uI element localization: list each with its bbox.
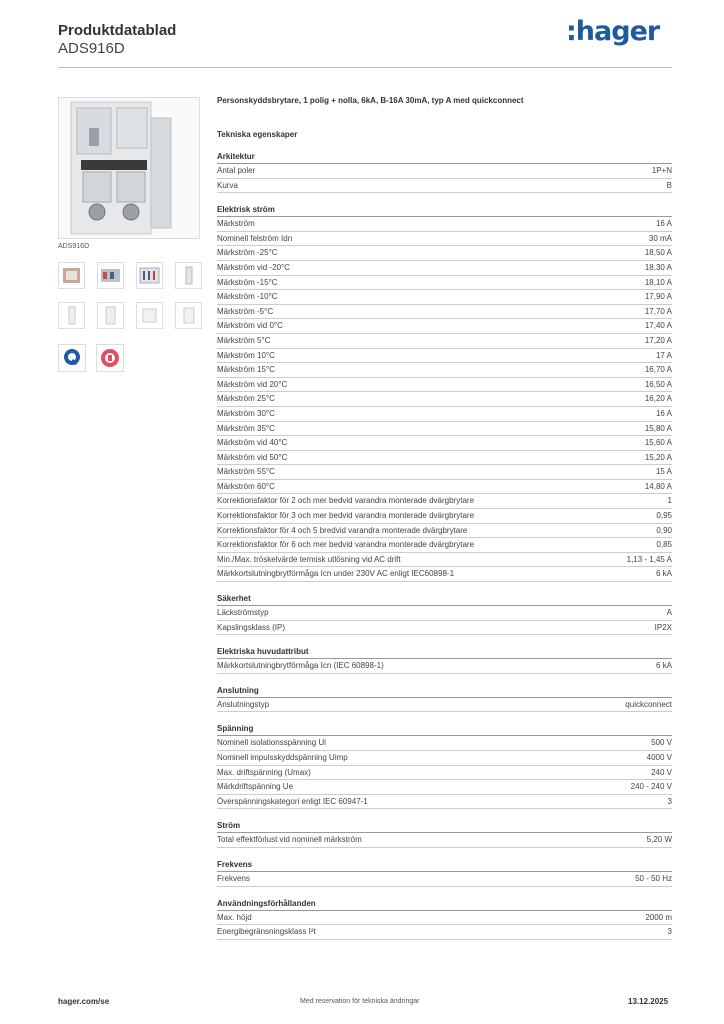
section-gap	[217, 809, 672, 821]
spec-value: 50 - 50 Hz	[635, 873, 672, 883]
spec-label: Märkström 30°C	[217, 408, 275, 418]
spec-label: Märkkortslutningbrytförmåga Icn under 230V AC enligt IEC60898-1	[217, 569, 455, 579]
b-class-badge-icon	[96, 344, 124, 372]
spec-value: 17,90 A	[644, 292, 672, 302]
spec-label: Korrektionsfaktor för 6 och mer bedvid varandra monterade dvärgbrytare	[217, 540, 475, 550]
spec-label: Märkström 15°C	[217, 365, 275, 375]
section-gap	[217, 940, 672, 952]
spec-row	[217, 334, 672, 349]
spec-row	[217, 290, 672, 305]
spec-section	[217, 152, 672, 205]
spec-value: 5,20 W	[646, 835, 672, 845]
spec-row	[217, 553, 672, 568]
spec-label: Läckströmstyp	[217, 608, 269, 618]
tech-heading: Tekniska egenskaper	[217, 130, 298, 139]
section-title: Elektrisk ström	[217, 205, 672, 217]
spec-value: 17,70 A	[644, 306, 672, 316]
spec-value: 16,20 A	[644, 394, 672, 404]
spec-value: 14,80 A	[644, 481, 672, 491]
image-caption: ADS916D	[58, 243, 90, 250]
spec-row	[217, 179, 672, 194]
spec-label: Korrektionsfaktor för 4 och 5 bredvid varandra monterade dvärgbrytare	[217, 525, 468, 535]
spec-row	[217, 363, 672, 378]
spec-value: 15 A	[655, 467, 672, 477]
spec-value: 0,90	[656, 525, 672, 535]
spec-value: 17,40 A	[644, 321, 672, 331]
section-title: Anslutning	[217, 686, 672, 698]
spec-value: 16,50 A	[644, 379, 672, 389]
spec-row	[217, 232, 672, 247]
spec-label: Nominell felström Idn	[217, 233, 293, 243]
spec-section	[217, 647, 672, 686]
section-gap	[217, 582, 672, 594]
spec-label: Överspänningskategori enligt IEC 60947-1	[217, 796, 368, 806]
spec-row	[217, 606, 672, 621]
spec-value: 3	[667, 796, 672, 806]
spec-row	[217, 524, 672, 539]
thumbnail-1[interactable]	[58, 262, 85, 289]
thumbnail-8[interactable]	[175, 302, 202, 329]
spec-label: Antal poler	[217, 166, 256, 175]
spec-row	[217, 407, 672, 422]
section-gap	[217, 887, 672, 899]
quality-badge-icon	[58, 344, 86, 372]
spec-value: B	[666, 180, 672, 190]
spec-value: 6 kA	[655, 661, 672, 671]
section-title: Spänning	[217, 724, 672, 736]
spec-row	[217, 305, 672, 320]
spec-value: 4000 V	[646, 753, 672, 762]
spec-value: 16 A	[655, 219, 672, 229]
spec-row	[217, 780, 672, 795]
spec-row	[217, 698, 672, 713]
spec-content	[217, 96, 672, 952]
spec-label: Märkström vid 40°C	[217, 438, 288, 448]
spec-label: Märkström vid 20°C	[217, 379, 288, 389]
spec-value: 17,20 A	[644, 335, 672, 345]
thumbnail-2[interactable]	[97, 262, 124, 289]
spec-section	[217, 821, 672, 860]
section-gap	[217, 712, 672, 724]
spec-label: Märkström 35°C	[217, 423, 275, 433]
spec-row	[217, 436, 672, 451]
section-gap	[217, 848, 672, 860]
spec-value: 18,10 A	[644, 277, 672, 287]
spec-label: Kapslingsklass (IP)	[217, 622, 286, 632]
spec-row	[217, 766, 672, 781]
spec-row	[217, 494, 672, 509]
spec-label: Märkström -25°C	[217, 248, 278, 258]
footer-date: 13.12.2025	[628, 997, 669, 1006]
spec-value: 18,50 A	[644, 248, 672, 258]
thumbnail-7[interactable]	[136, 302, 163, 329]
spec-value: 1	[667, 496, 672, 506]
header-divider	[58, 67, 672, 68]
spec-row	[217, 509, 672, 524]
spec-row	[217, 164, 672, 179]
spec-row	[217, 217, 672, 232]
section-gap	[217, 193, 672, 205]
spec-value: 1P+N	[651, 166, 672, 175]
spec-label: Korrektionsfaktor för 3 och mer bedvid varandra monterade dvärgbrytare	[217, 511, 475, 521]
spec-value: 6 kA	[655, 569, 672, 579]
spec-value: 16 A	[655, 408, 672, 418]
product-code: ADS916D	[58, 40, 125, 57]
spec-row	[217, 422, 672, 437]
spec-row	[217, 751, 672, 766]
spec-label: Nominell impulsskyddspänning Uimp	[217, 753, 348, 762]
spec-row	[217, 872, 672, 887]
spec-label: Märkström 60°C	[217, 481, 275, 491]
spec-row	[217, 319, 672, 334]
spec-row	[217, 480, 672, 495]
spec-value: 2000 m	[645, 912, 672, 922]
page-title: Produktdatablad	[58, 22, 177, 39]
spec-value: 1,13 - 1,45 A	[626, 554, 672, 564]
footer-website-link[interactable]: hager.com/se	[58, 997, 110, 1006]
spec-row	[217, 246, 672, 261]
spec-label: Märkström -15°C	[217, 277, 278, 287]
spec-section	[217, 594, 672, 647]
spec-value: 500 V	[651, 738, 672, 748]
spec-row	[217, 465, 672, 480]
spec-section	[217, 205, 672, 594]
spec-value: IP2X	[654, 622, 672, 632]
spec-label: Kurva	[217, 180, 238, 190]
spec-value: 18,30 A	[644, 262, 672, 272]
spec-row	[217, 567, 672, 582]
spec-row	[217, 276, 672, 291]
spec-label: Korrektionsfaktor för 2 och mer bedvid varandra monterade dvärgbrytare	[217, 496, 475, 506]
spec-label: Frekvens	[217, 873, 250, 883]
spec-label: Märkström 55°C	[217, 467, 275, 477]
spec-row	[217, 451, 672, 466]
section-title: Frekvens	[217, 860, 672, 872]
spec-value: 15,60 A	[644, 438, 672, 448]
spec-row	[217, 659, 672, 674]
spec-row	[217, 736, 672, 751]
section-gap	[217, 635, 672, 647]
spec-label: Märkström vid 0°C	[217, 321, 283, 331]
thumbnail-3[interactable]	[136, 262, 163, 289]
spec-label: Märkström vid -20°C	[217, 262, 290, 272]
spec-row	[217, 925, 672, 940]
spec-value: quickconnect	[625, 699, 672, 709]
spec-label: Max. driftspänning (Umax)	[217, 767, 311, 777]
hager-logo: :hager	[566, 16, 660, 47]
spec-value: 15,80 A	[644, 423, 672, 433]
section-gap	[217, 674, 672, 686]
spec-section	[217, 686, 672, 725]
section-title: Elektriska huvudattribut	[217, 647, 672, 659]
spec-label: Total effektförlust vid nominell märkström	[217, 835, 362, 845]
spec-label: Min./Max. tröskelvärde termisk utlösning vid AC drift	[217, 554, 401, 564]
spec-label: Anslutningstyp	[217, 699, 270, 709]
spec-value: 240 V	[651, 767, 672, 777]
section-title: Arkitektur	[217, 152, 672, 164]
spec-row	[217, 392, 672, 407]
spec-row	[217, 795, 672, 810]
section-title: Säkerhet	[217, 594, 672, 606]
section-title: Ström	[217, 821, 672, 833]
spec-label: Märkström 5°C	[217, 335, 271, 345]
spec-row	[217, 911, 672, 926]
product-description: Personskyddsbrytare, 1 polig + nolla, 6kA, B-16A 30mA, typ A med quickconnect	[217, 96, 524, 105]
spec-section	[217, 724, 672, 821]
spec-label: Märkström -5°C	[217, 306, 274, 316]
spec-section	[217, 860, 672, 899]
section-title: Användningsförhållanden	[217, 899, 672, 911]
spec-value: A	[666, 608, 672, 618]
spec-label: Max. höjd	[217, 912, 252, 922]
spec-label: Märkström vid 50°C	[217, 452, 288, 462]
spec-label: Märkström -10°C	[217, 292, 278, 302]
spec-row	[217, 261, 672, 276]
spec-value: 15,20 A	[644, 452, 672, 462]
spec-value: 30 mA	[648, 233, 672, 243]
spec-label: Märkström	[217, 219, 255, 229]
spec-value: 240 - 240 V	[630, 782, 672, 792]
thumbnail-4[interactable]	[175, 262, 202, 289]
thumbnail-6[interactable]	[97, 302, 124, 329]
spec-label: Märkdriftspänning Ue	[217, 782, 294, 792]
footer-disclaimer: Med reservation för tekniska ändringar	[300, 998, 420, 1005]
spec-value: 17 A	[655, 350, 672, 360]
spec-row	[217, 833, 672, 848]
spec-row	[217, 349, 672, 364]
spec-value: 16,70 A	[644, 365, 672, 375]
spec-row	[217, 378, 672, 393]
spec-label: Nominell isolationsspänning Ui	[217, 738, 326, 748]
product-image	[58, 97, 200, 239]
spec-value: 0,95	[656, 511, 672, 521]
spec-value: 0,85	[656, 540, 672, 550]
spec-section	[217, 899, 672, 952]
spec-label: Märkkortslutningbrytförmåga Icn (IEC 60898-1)	[217, 661, 384, 671]
thumbnail-5[interactable]	[58, 302, 85, 329]
spec-label: Märkström 25°C	[217, 394, 275, 404]
spec-row	[217, 538, 672, 553]
spec-value: 3	[667, 927, 672, 937]
spec-row	[217, 621, 672, 636]
spec-label: Märkström 10°C	[217, 350, 275, 360]
spec-label: Energibegränsningsklass I²t	[217, 927, 316, 937]
